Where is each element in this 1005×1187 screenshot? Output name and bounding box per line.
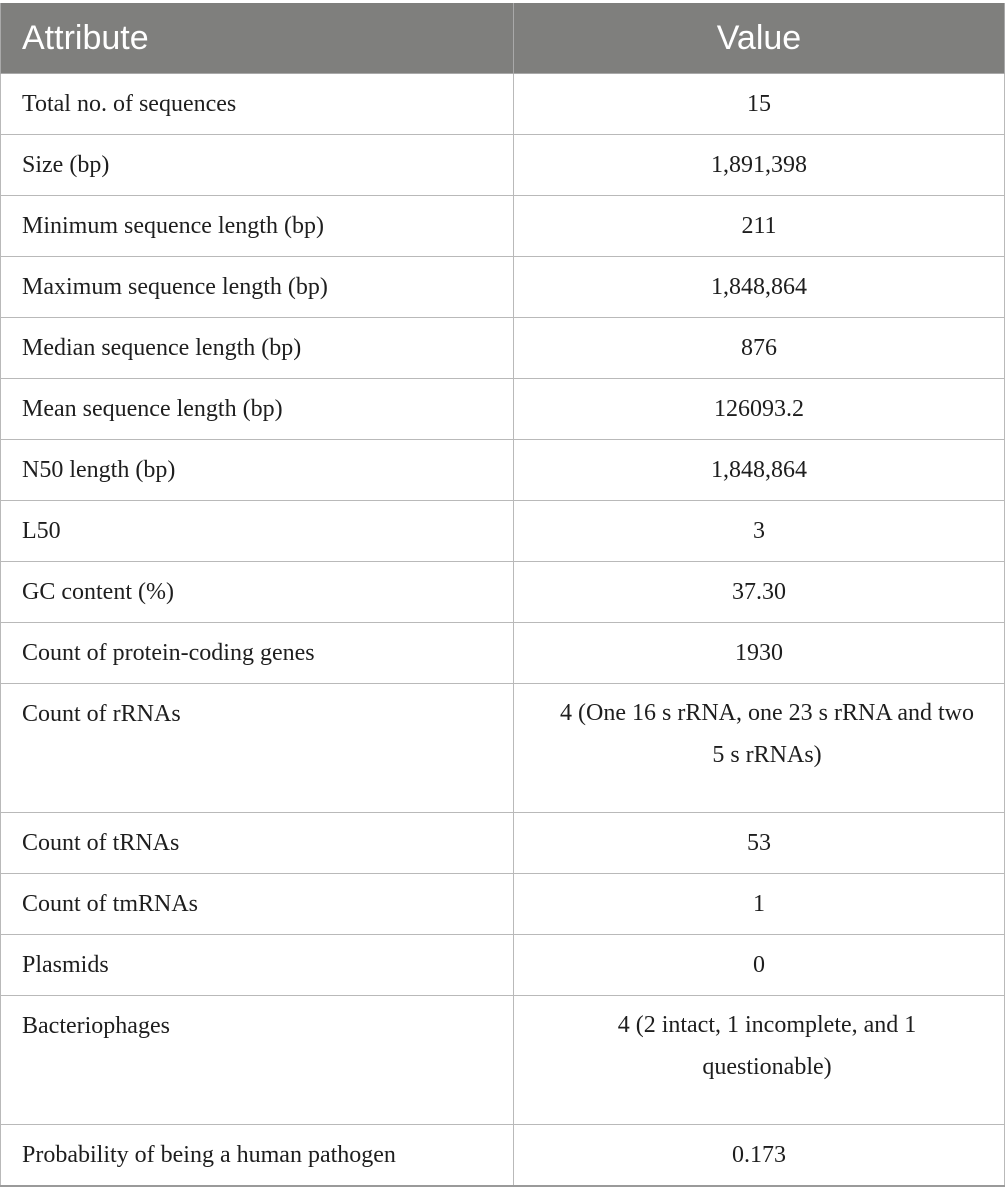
header-attribute: Attribute xyxy=(1,3,514,74)
value-text: 4 (2 intact, 1 incomplete, and 1 questionable) xyxy=(617,1012,917,1080)
table-row xyxy=(1,440,1005,501)
attribute-cell: Count of tmRNAs xyxy=(1,874,514,935)
value-cell: 3 xyxy=(514,501,1005,562)
table-row xyxy=(1,935,1005,996)
table-row xyxy=(1,684,1005,813)
table-row xyxy=(1,874,1005,935)
value-cell: 0.173 xyxy=(514,1125,1005,1187)
attribute-cell: Median sequence length (bp) xyxy=(1,318,514,379)
value-cell: 53 xyxy=(514,813,1005,874)
value-cell: 1,891,398 xyxy=(514,135,1005,196)
attribute-cell: Count of protein-coding genes xyxy=(1,623,514,684)
attribute-cell: Bacteriophages xyxy=(1,996,514,1125)
value-cell: 15 xyxy=(514,74,1005,135)
table-row xyxy=(1,135,1005,196)
value-cell: 876 xyxy=(514,318,1005,379)
table-row xyxy=(1,623,1005,684)
genome-attributes-table xyxy=(0,3,1005,1187)
table-row xyxy=(1,1125,1005,1187)
table-row xyxy=(1,196,1005,257)
header-row xyxy=(1,3,1005,74)
value-cell xyxy=(514,684,1005,813)
attribute-cell: Total no. of sequences xyxy=(1,74,514,135)
attribute-cell: Size (bp) xyxy=(1,135,514,196)
value-cell: 37.30 xyxy=(514,562,1005,623)
attribute-cell: Mean sequence length (bp) xyxy=(1,379,514,440)
value-cell: 1,848,864 xyxy=(514,440,1005,501)
table-row xyxy=(1,318,1005,379)
table-row xyxy=(1,257,1005,318)
value-cell: 211 xyxy=(514,196,1005,257)
attribute-cell: L50 xyxy=(1,501,514,562)
value-text: 4 (One 16 s rRNA, one 23 s rRNA and two 5 s rRNAs) xyxy=(560,700,974,768)
table-row xyxy=(1,996,1005,1125)
table-body xyxy=(1,74,1005,1187)
attribute-cell: N50 length (bp) xyxy=(1,440,514,501)
attribute-cell: Maximum sequence length (bp) xyxy=(1,257,514,318)
table-header xyxy=(1,3,1005,74)
value-cell: 126093.2 xyxy=(514,379,1005,440)
value-cell: 1 xyxy=(514,874,1005,935)
value-cell: 1,848,864 xyxy=(514,257,1005,318)
attribute-cell: Count of tRNAs xyxy=(1,813,514,874)
attribute-cell: Count of rRNAs xyxy=(1,684,514,813)
header-value: Value xyxy=(514,3,1005,74)
attribute-cell: Probability of being a human pathogen xyxy=(1,1125,514,1187)
attribute-cell: Plasmids xyxy=(1,935,514,996)
value-cell: 1930 xyxy=(514,623,1005,684)
table-row xyxy=(1,813,1005,874)
value-cell: 0 xyxy=(514,935,1005,996)
table-row xyxy=(1,379,1005,440)
table-row xyxy=(1,501,1005,562)
attribute-cell: Minimum sequence length (bp) xyxy=(1,196,514,257)
table-row xyxy=(1,562,1005,623)
value-cell xyxy=(514,996,1005,1125)
table-row xyxy=(1,74,1005,135)
attribute-cell: GC content (%) xyxy=(1,562,514,623)
